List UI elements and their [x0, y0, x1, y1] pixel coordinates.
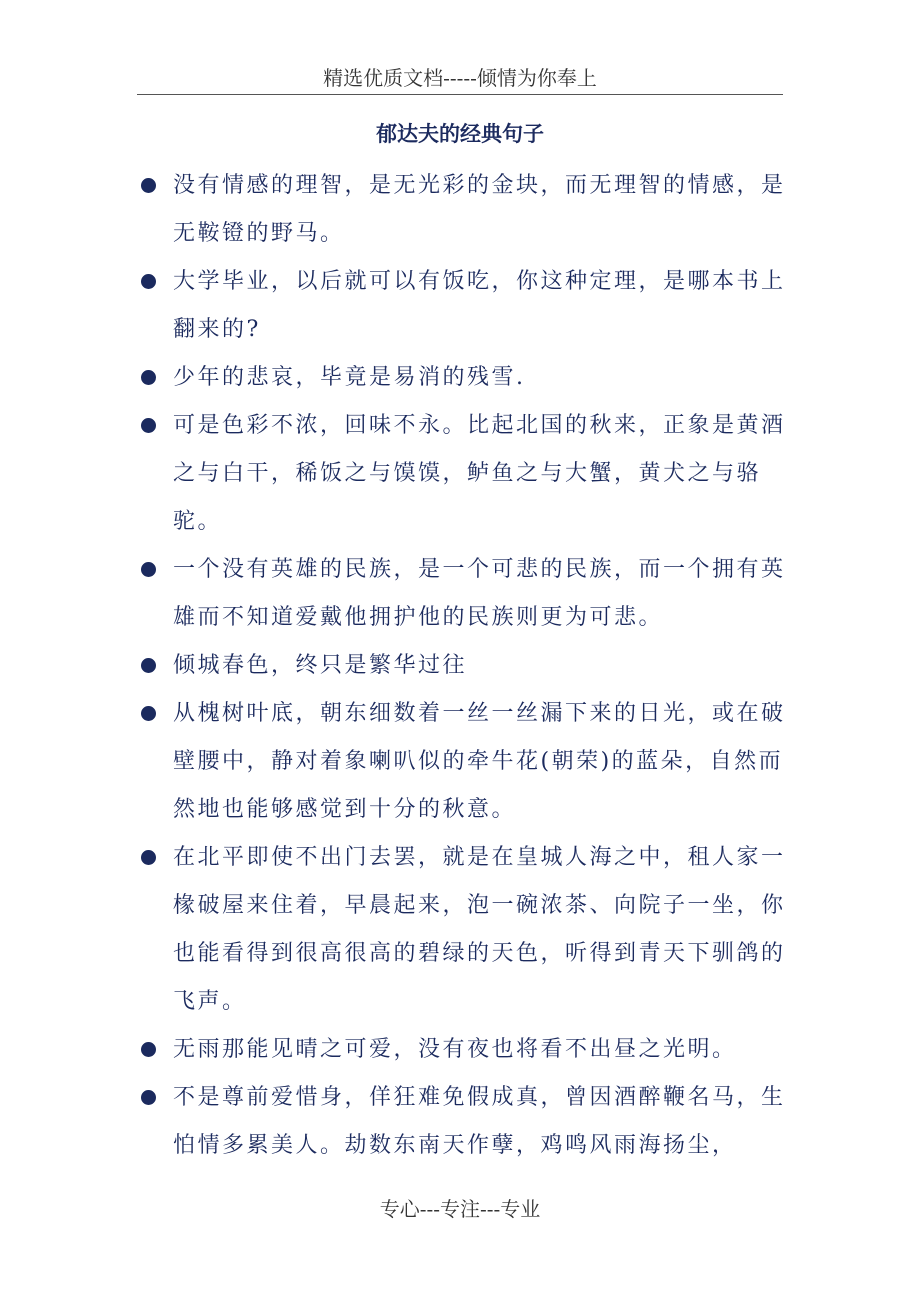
quote-item-5	[140, 546, 790, 642]
quote-text: 在北平即使不出门去罢，就是在皇城人海之中，租人家一椽破屋来住着，早晨起来，泡一碗浓茶、向院子一坐，你也能看得到很高很高的碧绿的天色，听得到青天下驯鸽的飞声。	[173, 845, 786, 1014]
quote-item-2	[140, 258, 790, 354]
quote-list	[140, 162, 790, 1170]
document-title: 郁达夫的经典句子	[376, 121, 544, 146]
quote-item-8	[140, 834, 790, 1026]
bullet-icon	[141, 418, 156, 433]
quote-item-9	[140, 1026, 790, 1074]
quote-item-7	[140, 690, 790, 834]
quote-text: 倾城春色，终只是繁华过往	[173, 653, 468, 678]
quote-item-6	[140, 642, 790, 690]
header-divider	[137, 94, 783, 95]
bullet-icon	[141, 706, 156, 721]
bullet-icon	[141, 178, 156, 193]
bullet-icon	[141, 562, 156, 577]
quote-item-4	[140, 402, 790, 546]
page-header: 精选优质文档-----倾情为你奉上	[323, 66, 597, 90]
quote-item-10	[140, 1074, 790, 1170]
bullet-icon	[141, 658, 156, 673]
quote-item-3	[140, 354, 790, 402]
quote-text: 不是尊前爱惜身，佯狂难免假成真，曾因酒醉鞭名马，生怕情多累美人。劫数东南天作孽，鸡鸣风雨海扬尘，	[173, 1085, 786, 1158]
quote-text: 一个没有英雄的民族，是一个可悲的民族，而一个拥有英雄而不知道爱戴他拥护他的民族则更为可悲。	[173, 557, 786, 630]
quote-text: 可是色彩不浓，回味不永。比起北国的秋来，正象是黄酒之与白干，稀饭之与馍馍，鲈鱼之与大蟹，黄犬之与骆驼。	[173, 413, 786, 534]
bullet-icon	[141, 1042, 156, 1057]
bullet-icon	[141, 1090, 156, 1105]
bullet-icon	[141, 370, 156, 385]
quote-item-1	[140, 162, 790, 258]
quote-text: 少年的悲哀，毕竟是易消的残雪.	[173, 365, 526, 390]
quote-text: 大学毕业，以后就可以有饭吃，你这种定理，是哪本书上翻来的?	[173, 269, 786, 342]
quote-text: 无雨那能见晴之可爱，没有夜也将看不出昼之光明。	[173, 1037, 737, 1062]
quote-text: 从槐树叶底，朝东细数着一丝一丝漏下来的日光，或在破壁腰中，静对着象喇叭似的牵牛花(朝荣)的蓝朵，自然而然地也能够感觉到十分的秋意。	[173, 701, 786, 822]
quote-text: 没有情感的理智，是无光彩的金块，而无理智的情感，是无鞍镫的野马。	[173, 173, 786, 246]
page-footer: 专心---专注---专业	[379, 1197, 541, 1221]
bullet-icon	[141, 274, 156, 289]
bullet-icon	[141, 850, 156, 865]
